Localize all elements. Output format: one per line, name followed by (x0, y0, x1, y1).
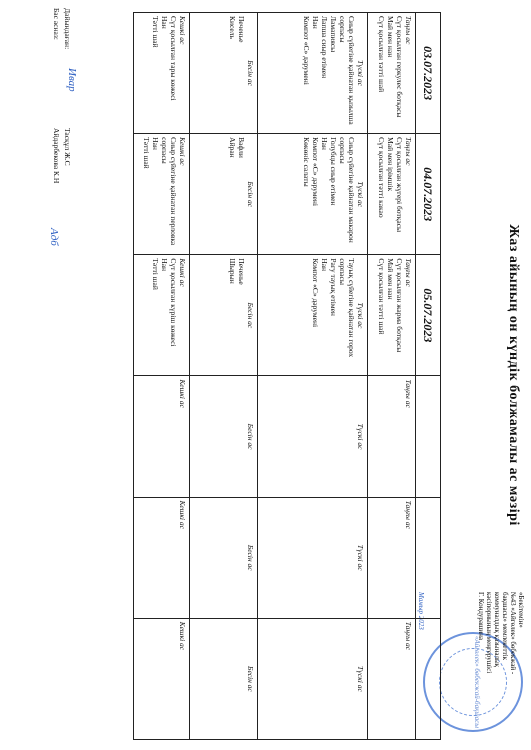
menu-item: Тәтті шай (150, 258, 160, 290)
signature-mark: Адб (48, 228, 60, 246)
menu-item: Лапша сиыр етімен (319, 16, 329, 79)
menu-item: Айран (227, 137, 237, 158)
menu-item: Сиыр сүйегіне қайнатан қызылша сорпасы (337, 16, 356, 125)
dinner-label: Кешкі ас (177, 258, 187, 287)
breakfast-cell (367, 134, 415, 255)
menu-item: Вафли (236, 137, 246, 158)
prepared-label: Дайындаған: (63, 8, 72, 50)
menu-item: Нан (159, 16, 169, 29)
dinner-row (133, 13, 189, 740)
snack-label: Бесін ас (245, 302, 255, 329)
snack-cell (189, 376, 257, 497)
snack-label: Бесін ас (245, 666, 255, 692)
breakfast-cell (367, 376, 415, 497)
date-header: 05.07.2023 (415, 255, 440, 376)
lunch-cell (257, 255, 367, 376)
menu-item: Сүт қосылған күріш көжесі (168, 258, 178, 347)
menu-item: Нан (159, 258, 169, 272)
breakfast-cell (367, 618, 415, 739)
date-header: 03.07.2023 (415, 13, 440, 134)
nurse-label: Бас асназ: (52, 8, 62, 40)
dinner-label: Кешкі ас (177, 16, 187, 45)
menu-item: Сүт қосылған тәтті какао (376, 137, 386, 218)
breakfast-cell (367, 255, 415, 376)
lunch-label: Түскі ас (355, 302, 365, 329)
date-header (415, 618, 440, 739)
dinner-cell (133, 376, 189, 497)
dinner-label: Кешкі ас (177, 500, 187, 529)
footer-labels (51, 8, 72, 49)
dinner-cell (133, 497, 189, 618)
menu-item: Компот «С» дәрумені (310, 258, 320, 328)
breakfast-label: Таңғы ас (403, 258, 413, 287)
lunch-cell (257, 376, 367, 497)
date-header (415, 497, 440, 618)
menu-item: Рагу тауық етімен (328, 258, 338, 316)
lunch-label: Түскі ас (355, 60, 365, 86)
approval-line: бақшасы» мемлекеттік (500, 592, 509, 660)
lunch-row (257, 13, 367, 740)
menu-item: Тәтті шай (141, 137, 151, 169)
staff-name: Айдарбекова К.Н (52, 128, 62, 184)
snack-cell (189, 618, 257, 739)
menu-item: Май мен нан (385, 258, 395, 300)
dinner-label: Кешкі ас (177, 379, 187, 408)
snack-row (189, 13, 257, 740)
dinner-cell (133, 134, 189, 255)
approval-line: коммуналдық қазыналық (492, 592, 501, 668)
snack-cell (189, 134, 257, 255)
menu-item: Тәтті шай (150, 16, 160, 48)
dinner-cell (133, 618, 189, 739)
approval-line: Г. Кондурашина (476, 592, 485, 640)
staff-name: Тасқұл Ж.С (63, 128, 72, 166)
dinner-label: Кешкі ас (177, 137, 187, 166)
breakfast-cell (367, 13, 415, 134)
breakfast-label: Таңғы ас (403, 16, 413, 45)
page-title: Жаз айының он күндік болжамалы ас мәзірі (506, 224, 521, 526)
snack-label: Бесін ас (245, 423, 255, 450)
menu-item: Нан (310, 16, 320, 29)
lunch-label: Түскі ас (355, 423, 365, 450)
snack-label: Бесін ас (245, 544, 255, 571)
menu-item: Ламапиясы (328, 16, 338, 53)
approval-block (477, 592, 525, 742)
menu-item: Голубцы сиыр етімен (328, 137, 338, 206)
snack-label: Бесін ас (245, 60, 255, 86)
menu-item: Компот «С» дәрумені (310, 137, 320, 206)
footer-names (51, 128, 72, 183)
menu-item: Сиыр сүйегіне қайнатан перловка сорпасы (159, 137, 178, 246)
menu-item: Сүт қосылған жарма ботқасы (394, 258, 404, 353)
breakfast-row (367, 13, 415, 740)
menu-item: Май мен нан (385, 16, 395, 58)
menu-item: Сүт қосылған тары көжесі (168, 16, 178, 101)
lunch-cell (257, 13, 367, 134)
lunch-cell (257, 497, 367, 618)
menu-item: Компот «С» дәрумені (301, 16, 311, 85)
menu-item: Нан (319, 137, 329, 150)
lunch-label: Түскі ас (355, 665, 365, 692)
breakfast-label: Таңғы ас (403, 621, 413, 651)
dinner-cell (133, 255, 189, 376)
menu-item: Сүт қосылған тәтті шай (376, 258, 386, 335)
lunch-cell (257, 134, 367, 255)
menu-item: Сүт қосылған жүгері ботқасы (394, 137, 404, 233)
snack-cell (189, 497, 257, 618)
date-header (415, 376, 440, 497)
snack-label: Бесін ас (245, 181, 255, 208)
menu-item: Май мен ірімшік (385, 137, 395, 192)
menu-item: Тауық сүйегіне қайнатан горох сорпасы (337, 258, 356, 358)
breakfast-label: Таңғы ас (403, 500, 413, 529)
snack-cell (189, 255, 257, 376)
menu-item: Сүт қосылған тәтті шай (376, 16, 386, 93)
menu-item: Сүт қосылған геркулес ботқасы (394, 16, 404, 118)
dinner-cell (133, 13, 189, 134)
snack-cell (189, 13, 257, 134)
date-row (415, 13, 440, 740)
lunch-label: Түскі ас (355, 544, 365, 571)
menu-item: Сиыр сүйегіне қайнатан макарон сорпасы (337, 137, 356, 243)
lunch-cell (257, 618, 367, 739)
menu-item: Нан (150, 137, 160, 150)
breakfast-cell (367, 497, 415, 618)
date-header: 04.07.2023 (415, 134, 440, 255)
stamp-note: Мамыр 2023 (417, 592, 425, 630)
approval-line: «Бекітемін» (517, 592, 525, 628)
lunch-label: Түскі ас (355, 181, 365, 208)
menu-item: Шырын (227, 258, 237, 284)
breakfast-label: Таңғы ас (403, 137, 413, 166)
menu-item: Көкөніс салаты (301, 137, 311, 187)
menu-table (133, 12, 441, 740)
dinner-label: Кешкі ас (177, 621, 187, 651)
footer-signatures (6, 8, 76, 308)
approval-line: №43 «Айгөлек» бөбекжай - (508, 592, 517, 675)
signature-mark: Ивар (66, 68, 78, 92)
menu-item: Кисель (227, 16, 237, 39)
approval-line: кәсіпорнының меңгерушісі (484, 592, 493, 674)
menu-item: Нан (319, 258, 329, 272)
breakfast-label: Таңғы ас (403, 379, 413, 408)
stamp-text: «Айгөлек» бөбекжай-бақшасы (473, 636, 481, 728)
menu-item: Печенье (236, 258, 246, 285)
menu-item: Печенье (236, 16, 246, 43)
